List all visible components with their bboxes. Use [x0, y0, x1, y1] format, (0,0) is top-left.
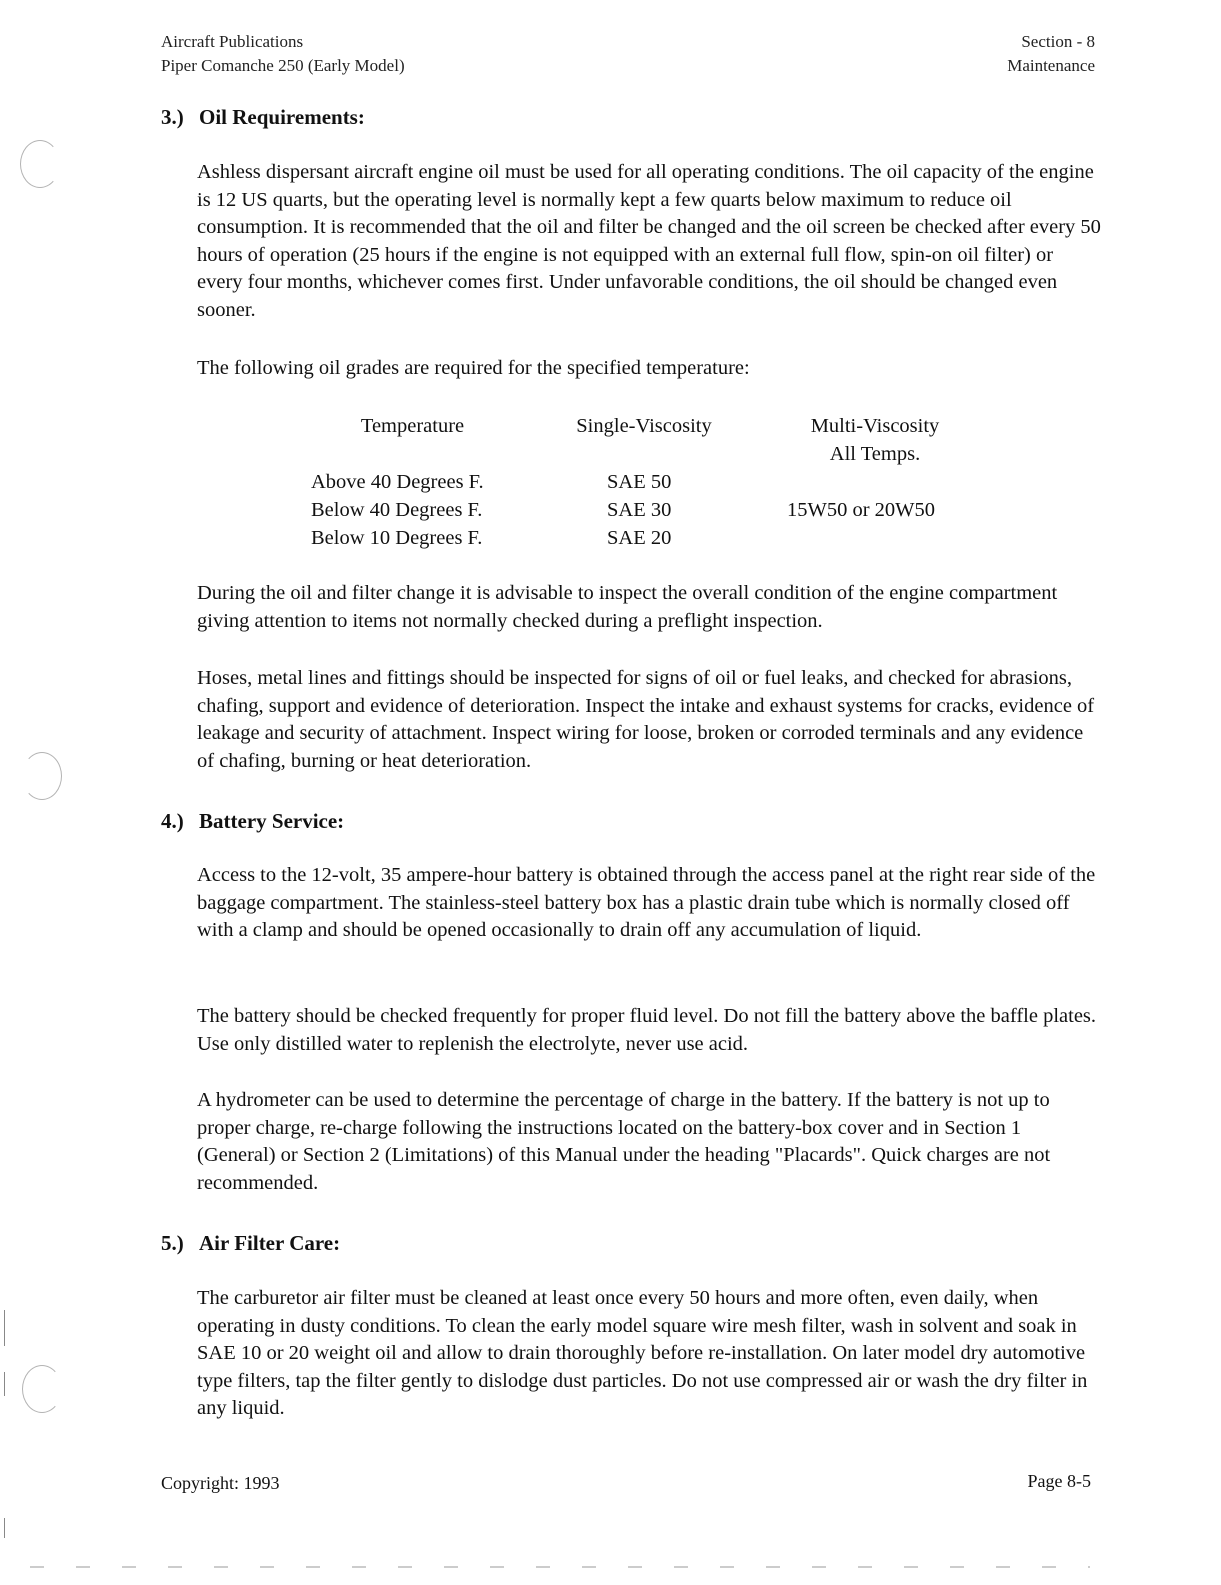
section-heading-battery — [161, 808, 344, 834]
copyright: Copyright: 1993 — [161, 1473, 280, 1493]
table-cell-temperature: Above 40 Degrees F. — [311, 471, 484, 493]
battery-paragraph-3: A hydrometer can be used to determine the percentage of charge in the battery. If the battery is not up to proper charge, re-charge following the instructions located on the battery-box cover and in Section 1 (General) or Section 2 (Limitations) of this Manual under the heading "Placards". Quick charges are not recommended. — [197, 1089, 1051, 1194]
table-cell-multi: 15W50 or 20W50 — [787, 499, 936, 521]
table-cell-single: SAE 30 — [607, 499, 672, 521]
oil-paragraph-4: Hoses, metal lines and fittings should be inspected for signs of oil or fuel leaks, and checked for abrasions, chafing, support and evidence of deterioration. Inspect the intake and exhaust systems for cracks, evidence of leakage and security of attachment. Inspect wiring for loose, broken or corroded terminals and any evidence of chafing, burning or heat deterioration. — [197, 667, 1095, 772]
header-left — [161, 30, 405, 78]
hole-punch-mark — [22, 1365, 62, 1413]
oil-grade-table — [300, 412, 1000, 562]
table-cell-single: SAE 20 — [607, 527, 672, 549]
section-heading-oil — [161, 104, 365, 130]
oil-paragraph-1: Ashless dispersant aircraft engine oil must be used for all operating conditions. The oil capacity of the engine is 12 US quarts, but the operating level is normally kept a few quarts below maximum to reduce oil consumption. It is recommended that the oil and filter be changed and the oil screen be checked after every 50 hours of operation (25 hours if the engine is not equipped with an external full flow, spin-on oil filter) or every four months, whichever comes first. Under unfavorable conditions, the oil should be changed even sooner. — [197, 161, 1101, 321]
hole-punch-mark — [20, 140, 60, 188]
page-number: Page 8-5 — [1027, 1471, 1091, 1491]
publisher-name: Aircraft Publications — [161, 32, 304, 51]
battery-paragraph-2: The battery should be checked frequently for proper fluid level. Do not fill the battery above the baffle plates. Use only distilled water to replenish the electrolyte, never use acid. — [197, 1005, 1097, 1055]
section-heading-number: 3.) — [161, 105, 184, 129]
table-header-multi-viscosity: Multi-Viscosity All Temps. — [810, 415, 940, 465]
section-number: Section - 8 — [1021, 32, 1095, 51]
table-cell-temperature: Below 10 Degrees F. — [311, 527, 483, 549]
scan-edge-mark — [4, 1518, 5, 1538]
section-name: Maintenance — [1007, 56, 1095, 75]
section-heading-title: Air Filter Care: — [199, 1231, 341, 1255]
section-heading-air-filter — [161, 1230, 340, 1256]
battery-paragraph-1: Access to the 12-volt, 35 ampere-hour battery is obtained through the access panel at the right rear side of the baggage compartment. The stainless-steel battery box has a plastic drain tube which is normally closed off with a clamp and should be opened occasionally to drain off any accumulation of liquid. — [197, 864, 1096, 941]
scan-edge-mark — [4, 1372, 5, 1396]
scan-edge-mark — [4, 1310, 5, 1346]
oil-paragraph-3: During the oil and filter change it is advisable to inspect the overall condition of the engine compartment giving attention to items not normally checked during a preflight inspection. — [197, 582, 1058, 632]
hole-punch-mark — [22, 752, 62, 800]
table-header-single-viscosity: Single-Viscosity — [576, 415, 712, 437]
section-heading-title: Oil Requirements: — [199, 105, 365, 129]
section-heading-number: 4.) — [161, 809, 184, 833]
header-right — [1007, 30, 1095, 78]
air-filter-paragraph-1: The carburetor air filter must be cleaned at least once every 50 hours and more often, even daily, when operating in dusty conditions. To clean the early model square wire mesh filter, wash in solvent and soak in SAE 10 or 20 weight oil and allow to drain thoroughly before re-installation. On later model dry automotive type filters, tap the filter gently to dislodge dust particles. Do not use compressed air or wash the dry filter in any liquid. — [197, 1287, 1088, 1419]
section-heading-number: 5.) — [161, 1231, 184, 1255]
scan-bottom-noise — [30, 1566, 1090, 1568]
table-cell-single: SAE 50 — [607, 471, 672, 493]
section-heading-title: Battery Service: — [199, 809, 345, 833]
oil-paragraph-2: The following oil grades are required for the specified temperature: — [197, 357, 750, 379]
aircraft-model: Piper Comanche 250 (Early Model) — [161, 56, 405, 75]
table-header-temperature: Temperature — [360, 415, 465, 437]
table-cell-temperature: Below 40 Degrees F. — [311, 499, 483, 521]
